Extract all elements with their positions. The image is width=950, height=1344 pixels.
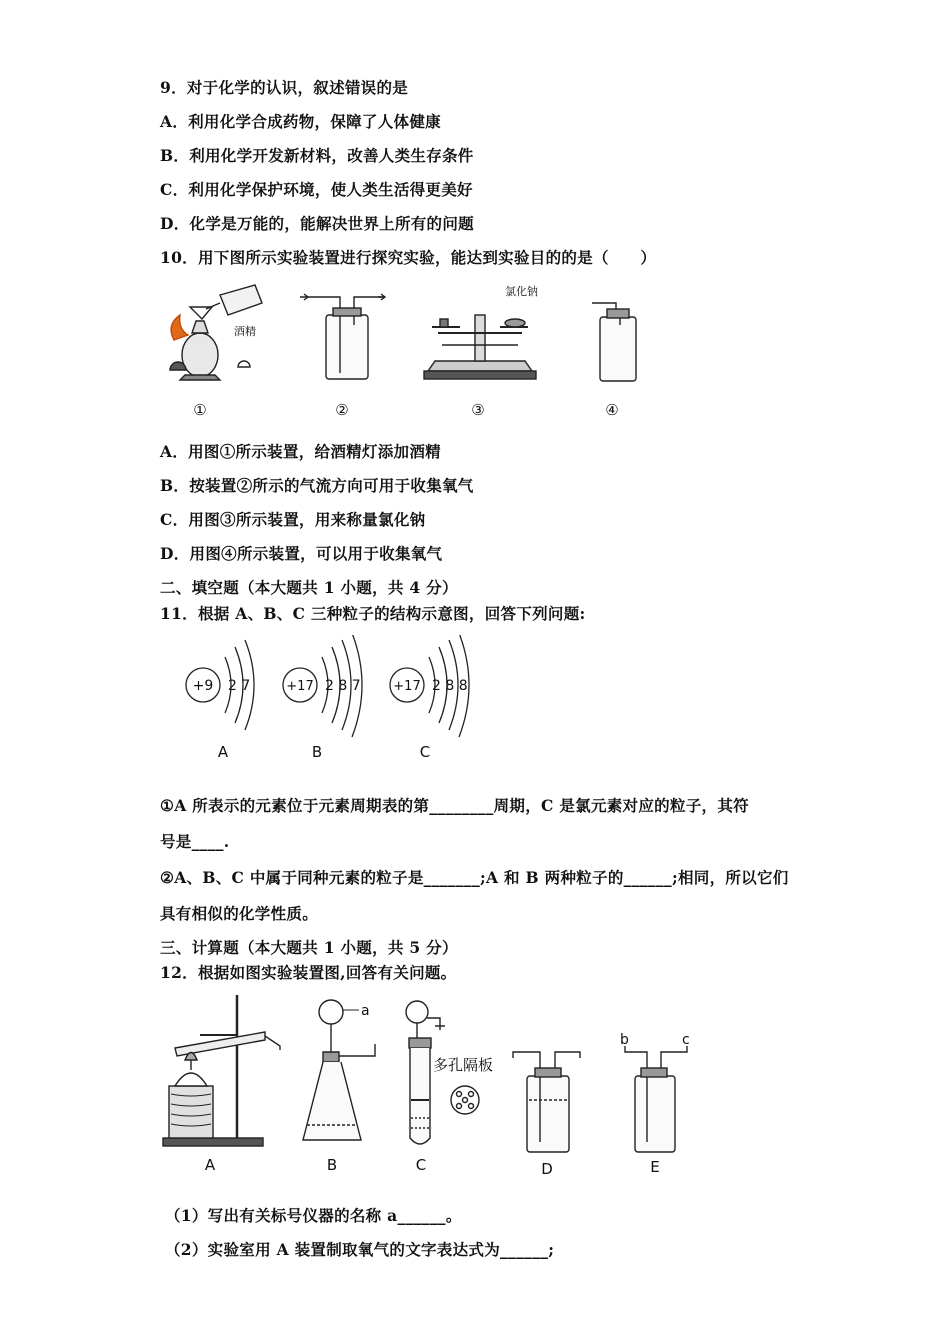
- mark-b: b: [620, 1032, 629, 1048]
- alcohol-label: 酒精: [234, 325, 256, 338]
- particle-a-label: A: [217, 743, 229, 761]
- apparatus-d: [513, 1052, 580, 1152]
- q9-option-c: C．利用化学保护环境，使人类生活得更美好: [160, 180, 473, 199]
- gas-bottle-4: [592, 303, 636, 381]
- apparatus-e: [625, 1046, 687, 1152]
- q10-option-a: A．用图①所示装置，给酒精灯添加酒精: [160, 442, 441, 461]
- fig-label-3: ③: [471, 401, 485, 419]
- section3-title: 三、计算题（本大题共 1 小题，共 5 分）: [160, 938, 458, 957]
- q11-line3: ②A、B、C 中属于同种元素的粒子是_______;A 和 B 两种粒子的______;相同，所以它们: [160, 868, 789, 887]
- apparatus-c-label: C: [415, 1156, 427, 1174]
- q11-stem: 11．根据 A、B、C 三种粒子的结构示意图，回答下列问题:: [160, 604, 586, 623]
- apparatus-b-label: B: [326, 1156, 338, 1174]
- mark-c: c: [682, 1032, 690, 1048]
- section2-title: 二、填空题（本大题共 1 小题，共 4 分）: [160, 578, 458, 597]
- particle-b-nucleus: +17: [286, 679, 314, 694]
- q12-sub1: （1）写出有关标号仪器的名称 a______。: [165, 1206, 462, 1225]
- fig-label-1: ①: [193, 401, 207, 419]
- particle-b-label: B: [311, 743, 323, 761]
- particle-c-label: C: [419, 743, 431, 761]
- q10-stem: 10．用下图所示实验装置进行探究实验，能达到实验目的的是（ ）: [160, 248, 657, 267]
- q12-figure: [155, 990, 715, 1180]
- apparatus-d-label: D: [541, 1160, 553, 1178]
- q11-line2: 号是____.: [160, 832, 230, 851]
- particle-c-shells: 2 8 8: [432, 678, 468, 694]
- q9-option-d: D．化学是万能的，能解决世界上所有的问题: [160, 214, 474, 233]
- q9-option-b: B．利用化学开发新材料，改善人类生存条件: [160, 146, 474, 165]
- q10-figure: [160, 275, 660, 425]
- q11-line1: ①A 所表示的元素位于元素周期表的第________周期，C 是氯元素对应的粒子，其符: [160, 796, 749, 815]
- apparatus-e-label: E: [650, 1158, 660, 1176]
- q10-option-d: D．用图④所示装置，可以用于收集氧气: [160, 544, 443, 563]
- fig-label-2: ②: [335, 401, 349, 419]
- apparatus-a-label: A: [204, 1156, 216, 1174]
- q12-sub2: （2）实验室用 A 装置制取氧气的文字表达式为______;: [165, 1240, 555, 1259]
- particle-a-nucleus: +9: [192, 678, 214, 694]
- nacl-label: 氯化钠: [505, 285, 538, 298]
- fig-label-4: ④: [605, 401, 619, 419]
- mark-a: a: [361, 1003, 370, 1019]
- q11-line4: 具有相似的化学性质。: [160, 904, 319, 923]
- gas-bottle-2: [300, 294, 385, 379]
- apparatus-b: [303, 1000, 375, 1140]
- q12-stem: 12．根据如图实验装置图,回答有关问题。: [160, 963, 457, 982]
- particle-b-shells: 2 8 7: [325, 678, 361, 694]
- q9-option-a: A．利用化学合成药物，保障了人体健康: [160, 112, 441, 131]
- q10-option-b: B．按装置②所示的气流方向可用于收集氧气: [160, 476, 474, 495]
- particle-a-shells: 2 7: [228, 678, 251, 694]
- q9-stem: 9．对于化学的认识，叙述错误的是: [160, 78, 409, 97]
- q10-option-c: C．用图③所示装置，用来称量氯化钠: [160, 510, 426, 529]
- balance-diagram: [424, 315, 536, 379]
- porous-plate-label: 多孔隔板: [433, 1056, 494, 1074]
- q11-figure: [175, 635, 495, 765]
- particle-c-nucleus: +17: [393, 679, 421, 694]
- apparatus-a: [163, 995, 280, 1146]
